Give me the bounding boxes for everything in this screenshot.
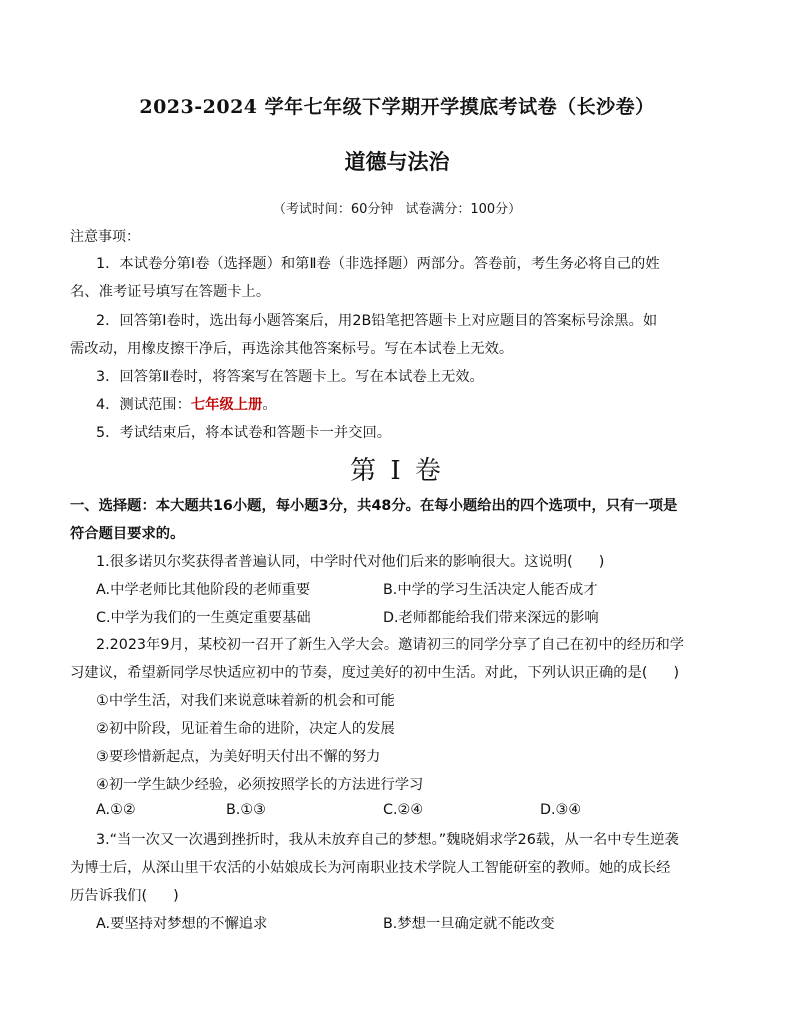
question-1-paren-end: ) bbox=[598, 554, 605, 570]
notice-item-1-line-2: 名、准考证号填写在答题卡上。 bbox=[70, 284, 271, 300]
question-2-option-d: D.③④ bbox=[540, 802, 582, 818]
exam-score: 试卷满分：100分） bbox=[405, 202, 522, 217]
notice-item-4-suffix: 。 bbox=[262, 397, 277, 413]
exam-time: （考试时间：60分钟 bbox=[272, 202, 394, 217]
question-2-paren-end: ) bbox=[673, 665, 680, 681]
exam-title: 2023-2024 学年七年级下学期开学摸底考试卷（长沙卷） bbox=[139, 96, 655, 118]
question-1-stem bbox=[96, 551, 604, 571]
question-1-option-b: B.中学的学习生活决定人能否成才 bbox=[383, 582, 598, 598]
test-scope: 七年级上册 bbox=[190, 397, 263, 413]
question-1-text: 1.很多诺贝尔奖获得者普遍认同，中学时代对他们后来的影响很大。这说明( bbox=[96, 554, 573, 570]
notice-item-4-prefix: 4．测试范围： bbox=[96, 397, 191, 413]
question-2-statement-2: ②初中阶段，见证着生命的进阶，决定人的发展 bbox=[96, 721, 395, 737]
question-2-statement-3: ③要珍惜新起点，为美好明天付出不懈的努力 bbox=[96, 749, 381, 765]
question-1-option-a: A.中学老师比其他阶段的老师重要 bbox=[96, 582, 311, 598]
volume-title: 第 I 卷 bbox=[350, 456, 444, 486]
question-2-stem-line-2 bbox=[70, 662, 679, 682]
question-2-stem-line-1: 2.2023年9月，某校初一召开了新生入学大会。邀请初三的同学分享了自己在初中的经历和学 bbox=[96, 637, 685, 653]
question-3-option-a: A.要坚持对梦想的不懈追求 bbox=[96, 916, 268, 932]
notice-item-2-line-1: 2．回答第Ⅰ卷时，选出每小题答案后，用2B铅笔把答题卡上对应题目的答案标号涂黑。如 bbox=[96, 313, 658, 329]
question-1-option-c: C.中学为我们的一生奠定重要基础 bbox=[96, 610, 311, 626]
question-3-stem-line-3 bbox=[70, 885, 179, 905]
notice-heading: 注意事项： bbox=[70, 229, 140, 245]
notice-item-3: 3．回答第Ⅱ卷时，将答案写在答题卡上。写在本试卷上无效。 bbox=[96, 369, 484, 385]
question-2-option-a: A.①② bbox=[96, 802, 136, 818]
question-2-statement-4: ④初一学生缺少经验，必须按照学长的方法进行学习 bbox=[96, 777, 424, 793]
question-3-option-b: B.梦想一旦确定就不能改变 bbox=[383, 916, 555, 932]
question-2-option-c: C.②④ bbox=[383, 802, 424, 818]
question-1-option-d: D.老师都能给我们带来深远的影响 bbox=[383, 610, 599, 626]
notice-item-1-line-1: 1．本试卷分第Ⅰ卷（选择题）和第Ⅱ卷（非选择题）两部分。答卷前，考生务必将自己的姓 bbox=[96, 256, 660, 272]
section-1-heading-line-1: 一、选择题：本大题共16小题，每小题3分，共48分。在每小题给出的四个选项中，只有一项是 bbox=[70, 498, 678, 514]
question-3-stem-line-1: 3.“当一次又一次遇到挫折时，我从未放弃自己的梦想。”魏晓娟求学26载，从一名中专生逆袭 bbox=[96, 832, 679, 848]
question-3-stem-line-2: 为博士后，从深山里干农活的小姑娘成长为河南职业技术学院人工智能研室的教师。她的成长经 bbox=[70, 860, 671, 876]
question-2-text: 习建议，希望新同学尽快适应初中的节奏，度过美好的初中生活。对此，下列认识正确的是( bbox=[70, 665, 648, 681]
notice-item-5: 5．考试结束后，将本试卷和答题卡一并交回。 bbox=[96, 425, 392, 441]
question-3-paren-end: ) bbox=[173, 888, 179, 904]
section-1-heading-line-2: 符合题目要求的。 bbox=[70, 526, 185, 542]
question-2-statement-1: ①中学生活，对我们来说意味着新的机会和可能 bbox=[96, 693, 395, 709]
notice-item-2-line-2: 需改动，用橡皮擦干净后，再选涂其他答案标号。写在本试卷上无效。 bbox=[70, 341, 514, 357]
question-3-text: 历告诉我们( bbox=[70, 888, 148, 904]
subject-title: 道德与法治 bbox=[344, 149, 450, 174]
notice-item-4 bbox=[96, 394, 277, 414]
question-2-option-b: B.①③ bbox=[226, 802, 266, 818]
exam-info bbox=[0, 198, 794, 217]
